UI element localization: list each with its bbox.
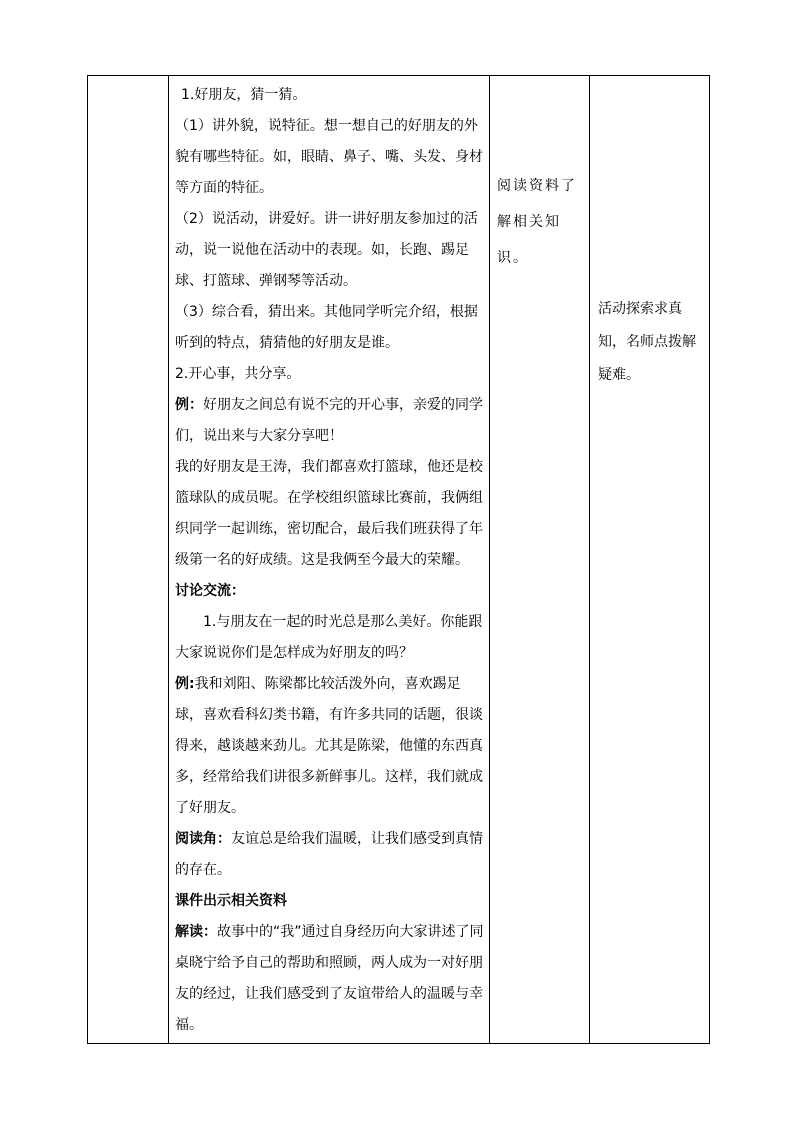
example-label: 例： bbox=[175, 397, 203, 413]
discussion-example bbox=[175, 669, 485, 824]
example-text: 好朋友之间总有说不完的开心事，亲爱的同学们，说出来与大家分享吧！ bbox=[175, 397, 483, 444]
student-activity-cell bbox=[490, 76, 590, 1044]
reading-corner-text: 友谊总是给我们温暖，让我们感受到真情的存在。 bbox=[175, 831, 483, 878]
reading-corner bbox=[175, 824, 485, 886]
step-1-part-1: （1）讲外貌，说特征。想一想自己的好朋友的外貌有哪些特征。如，眼睛、鼻子、嘴、头发、身材等方面的特征。 bbox=[175, 118, 483, 196]
courseware-heading: 课件出示相关资料 bbox=[175, 893, 287, 909]
interpretation bbox=[175, 917, 485, 1041]
design-intent-note: 活动探索求真知，名师点拨解疑难。 bbox=[598, 301, 696, 383]
discussion-example-text: 我和刘阳、陈梁都比较活泼外向，喜欢踢足球，喜欢看科幻类书籍，有许多共同的话题，很谈得来，越谈越来劲儿。尤其是陈梁，他懂的东西真多，经常给我们讲很多新鲜事儿。这样，我们就成了好朋友。 bbox=[175, 676, 483, 816]
step-1-part-3: （3）综合看，猜出来。其他同学听完介绍，根据听到的特点，猜猜他的好朋友是谁。 bbox=[175, 304, 478, 351]
example-paragraph bbox=[175, 390, 485, 452]
interpretation-text: 故事中的“我”通过自身经历向大家讲述了同桌晓宁给予自己的帮助和照顾，两人成为一对好朋友的经过，让我们感受到了友谊带给人的温暖与幸福。 bbox=[175, 924, 484, 1033]
step-1-title: 1.好朋友，猜一猜。 bbox=[181, 87, 307, 103]
step-1-part-2: （2）说活动，讲爱好。讲一讲好朋友参加过的活动，说一说他在活动中的表现。如，长跑、踢足球、打篮球、弹钢琴等活动。 bbox=[175, 211, 478, 289]
discussion-example-label: 例: bbox=[175, 676, 195, 692]
student-activity-note: 阅读资料了解相关知识。 bbox=[497, 178, 577, 266]
teacher-activity-content bbox=[169, 76, 489, 1041]
discussion-heading: 讨论交流： bbox=[175, 583, 245, 599]
design-intent-cell bbox=[590, 76, 710, 1044]
reading-corner-label: 阅读角： bbox=[175, 831, 231, 847]
discussion-question: 1.与朋友在一起的时光总是那么美好。你能跟大家说说你们是怎样成为好朋友的吗？ bbox=[175, 614, 483, 661]
table-row bbox=[88, 76, 710, 1044]
friend-story: 我的好朋友是王涛，我们都喜欢打篮球，他还是校篮球队的成员呢。在学校组织篮球比赛前，我俩组织同学一起训练，密切配合，最后我们班获得了年级第一名的好成绩。这是我俩至今最大的荣耀。 bbox=[175, 459, 483, 568]
interpretation-label: 解读： bbox=[175, 924, 217, 940]
stage-cell bbox=[88, 76, 169, 1044]
step-2-title: 2.开心事，共分享。 bbox=[175, 366, 301, 382]
lesson-plan-table bbox=[87, 75, 710, 1044]
teacher-activity-cell bbox=[169, 76, 490, 1044]
